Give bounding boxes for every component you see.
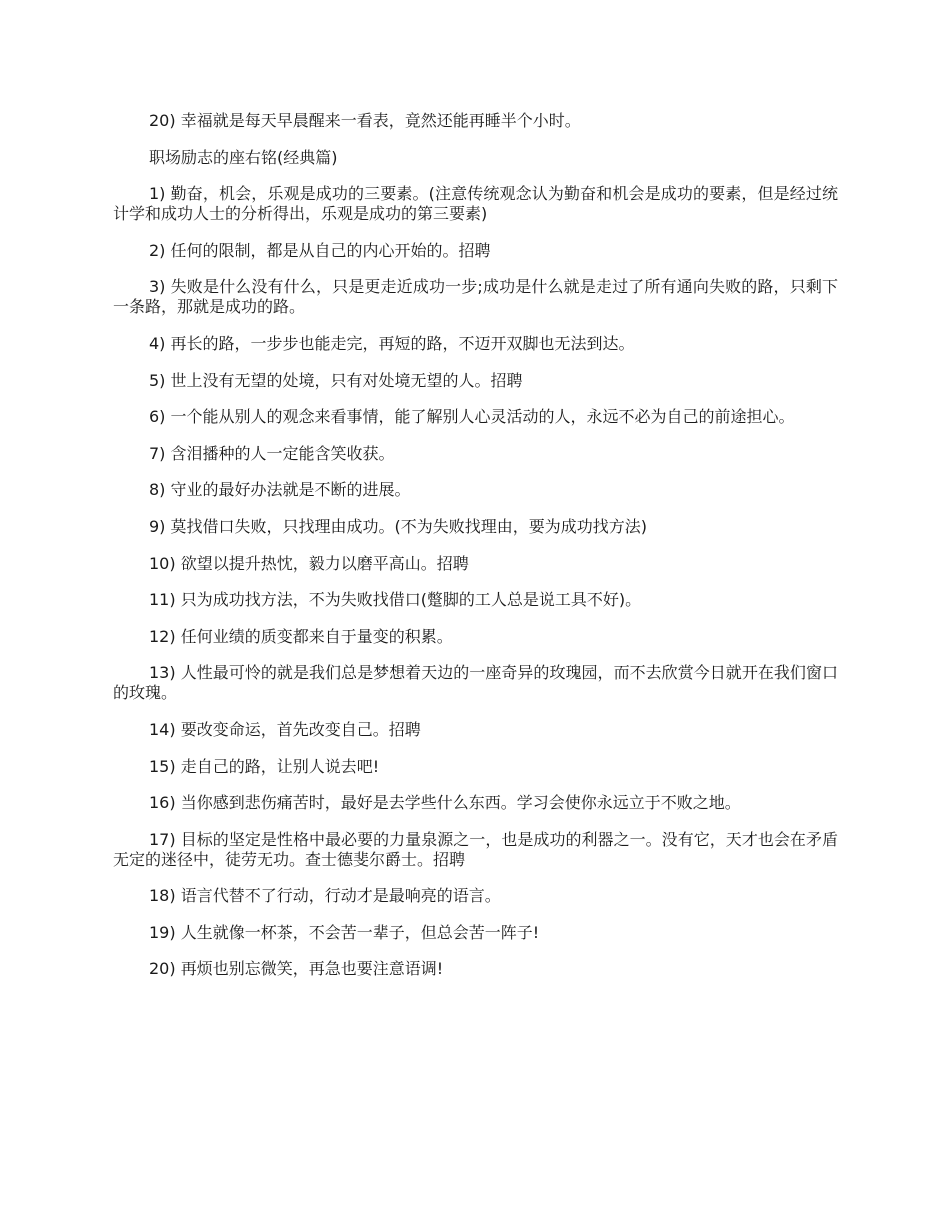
quote-10: 10) 欲望以提升热忱，毅力以磨平高山。招聘: [149, 553, 469, 573]
quote-4: 4) 再长的路，一步步也能走完，再短的路，不迈开双脚也无法到达。: [149, 333, 635, 353]
quote-1: 1) 勤奋，机会，乐观是成功的三要素。(注意传统观念认为勤奋和机会是成功的要素，但是经过统计学和成功人士的分析得出，乐观是成功的第三要素): [113, 184, 838, 224]
quote-2: 2) 任何的限制，都是从自己的内心开始的。招聘: [149, 240, 491, 260]
quote-17: 17) 目标的坚定是性格中最必要的力量泉源之一，也是成功的利器之一。没有它，天才也会在矛盾无定的迷径中，徒劳无功。查士德斐尔爵士。招聘: [113, 829, 838, 869]
quote-7: 7) 含泪播种的人一定能含笑收获。: [149, 443, 395, 463]
quote-14: 14) 要改变命运，首先改变自己。招聘: [149, 719, 421, 739]
quote-3: 3) 失败是什么没有什么，只是更走近成功一步;成功是什么就是走过了所有通向失败的路，只剩下一条路，那就是成功的路。: [113, 277, 838, 317]
quote-16: 16) 当你感到悲伤痛苦时，最好是去学些什么东西。学习会使你永远立于不败之地。: [149, 793, 741, 813]
quote-18: 18) 语言代替不了行动，行动才是最响亮的语言。: [149, 886, 501, 906]
quote-19: 19) 人生就像一杯茶，不会苦一辈子，但总会苦一阵子!: [149, 922, 540, 942]
quote-15: 15) 走自己的路，让别人说去吧!: [149, 756, 380, 776]
quote-8: 8) 守业的最好办法就是不断的进展。: [149, 480, 411, 500]
paragraph-intro-20: 20) 幸福就是每天早晨醒来一看表，竟然还能再睡半个小时。: [149, 111, 581, 130]
section-heading: 职场励志的座右铭(经典篇): [149, 147, 338, 167]
quote-20: 20) 再烦也别忘微笑，再急也要注意语调!: [149, 959, 444, 979]
quote-13: 13) 人性最可怜的就是我们总是梦想着天边的一座奇异的玫瑰园，而不去欣赏今日就开在我们窗口的玫瑰。: [113, 663, 838, 703]
quote-11: 11) 只为成功找方法，不为失败找借口(蹩脚的工人总是说工具不好)。: [149, 590, 642, 610]
quote-6: 6) 一个能从别人的观念来看事情，能了解别人心灵活动的人，永远不必为自己的前途担心。: [149, 407, 795, 427]
quote-9: 9) 莫找借口失败，只找理由成功。(不为失败找理由，要为成功找方法): [149, 516, 647, 536]
quote-5: 5) 世上没有无望的处境，只有对处境无望的人。招聘: [149, 370, 523, 390]
quote-12: 12) 任何业绩的质变都来自于量变的积累。: [149, 626, 453, 646]
